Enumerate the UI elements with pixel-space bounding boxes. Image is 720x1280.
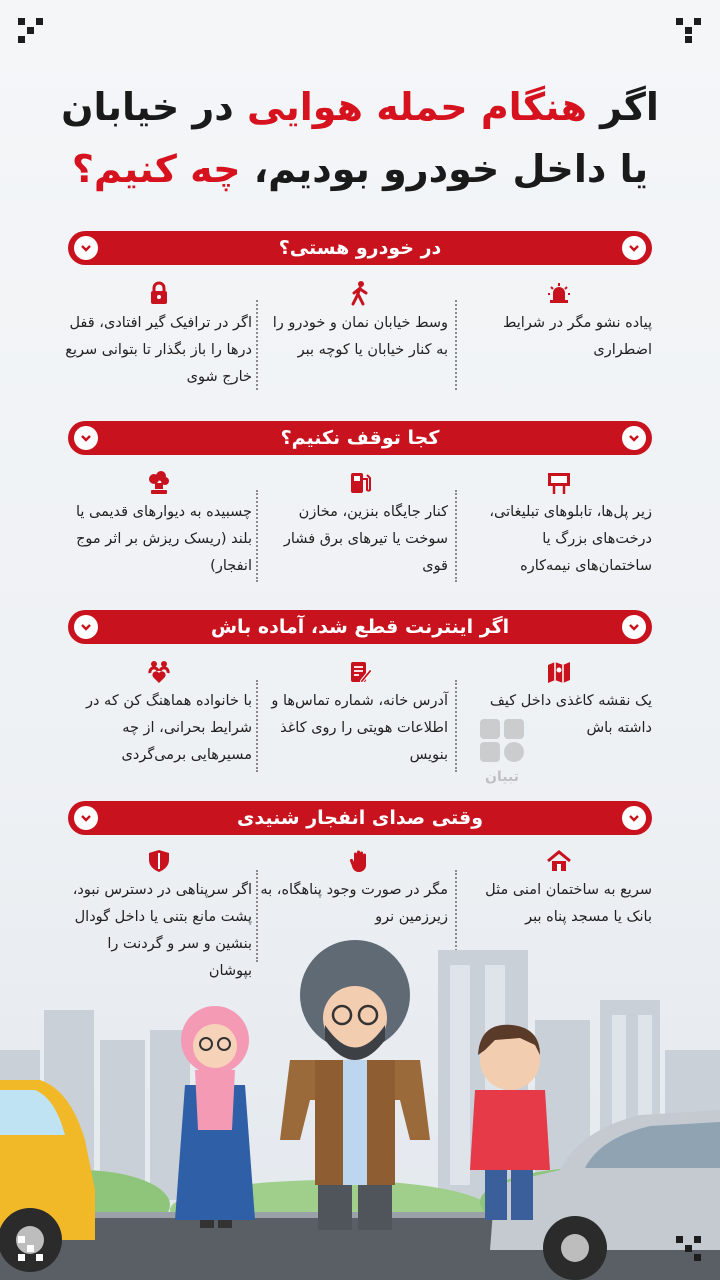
section-heading-explosion-heard: وقتی صدای انفجار شنیدی (68, 801, 652, 835)
billboard-icon (546, 470, 572, 496)
corner-ornament-top-left (18, 18, 44, 44)
list-item: اگر سرپناهی در دسترس نبود، پشت مانع بتنی یا داخل گودال بنشین و سر و گردنت را بپوشان (72, 882, 252, 979)
list-item: وسط خیابان نمان و خودرو را به کنار خیابان یا کوچه ببر (272, 315, 448, 358)
list-item: اگر در ترافیک گیر افتادی، قفل درها را باز بگذار تا بتوانی سریع خارج شوی (65, 315, 252, 385)
chevron-down-icon (74, 426, 98, 450)
page-title-line-2: یا داخل خودرو بودیم، چه کنیم؟ (71, 147, 649, 191)
divider (256, 490, 258, 582)
divider (455, 300, 457, 390)
chevron-down-icon (74, 615, 98, 639)
shield-icon (146, 848, 172, 874)
list-item: آدرس خانه، شماره تماس‌ها و اطلاعات هویتی را روی کاغذ بنویس (271, 693, 448, 763)
list-item: سریع به ساختمان امنی مثل بانک یا مسجد پناه ببر (485, 882, 652, 925)
corner-ornament-bottom-right (676, 1236, 702, 1262)
woman-character (175, 1006, 255, 1228)
list-item: کنار جایگاه بنزین، مخازن سوخت یا تیرهای برق فشار قوی (283, 504, 448, 574)
chevron-down-icon (74, 236, 98, 260)
divider (455, 680, 457, 772)
section-heading-in-car: در خودرو هستی؟ (68, 231, 652, 265)
chevron-down-icon (622, 426, 646, 450)
list-item: زیر پل‌ها، تابلوهای تبلیغاتی، درخت‌های بزرگ یا ساختمان‌های نیمه‌کاره (489, 504, 652, 574)
alarm-light-icon (546, 280, 572, 306)
divider (256, 300, 258, 390)
page-title-line-1: اگر هنگام حمله هوایی در خیابان (61, 85, 659, 129)
chevron-down-icon (622, 615, 646, 639)
tebyan-logo-icon (472, 715, 532, 765)
section-heading-where-not-to-stop: کجا توقف نکنیم؟ (68, 421, 652, 455)
street-scene-illustration (0, 940, 720, 1280)
list-item: با خانواده هماهنگ کن که در شرایط بحرانی، از چه مسیرهایی برمی‌گردی (85, 693, 252, 763)
stop-hand-icon (347, 848, 373, 874)
list-item: چسبیده به دیوارهای قدیمی یا بلند (ریسک ریزش بر اثر موج انفجار) (75, 504, 252, 574)
home-shelter-icon (546, 848, 572, 874)
watermark-text: تبیان (485, 769, 519, 785)
list-item: مگر در صورت وجود پناهگاه، به زیرزمین نرو (260, 882, 448, 925)
map-icon (546, 659, 572, 685)
corner-ornament-top-right (676, 18, 702, 44)
walking-person-icon (347, 280, 373, 306)
chevron-down-icon (74, 806, 98, 830)
watermark-logo (472, 715, 532, 790)
fuel-pump-icon (347, 470, 373, 496)
explosion-icon (146, 470, 172, 496)
list-item: یک نقشه کاغذی داخل کیف داشته باش (489, 693, 652, 736)
list-item: پیاده نشو مگر در شرایط اضطراری (503, 315, 652, 358)
family-icon (146, 659, 172, 685)
chevron-down-icon (622, 806, 646, 830)
section-heading-internet-outage: اگر اینترنت قطع شد، آماده باش (68, 610, 652, 644)
lock-icon (146, 280, 172, 306)
divider (256, 680, 258, 772)
corner-ornament-bottom-left (18, 1236, 44, 1262)
notepad-icon (347, 659, 373, 685)
divider (455, 490, 457, 582)
chevron-down-icon (622, 236, 646, 260)
